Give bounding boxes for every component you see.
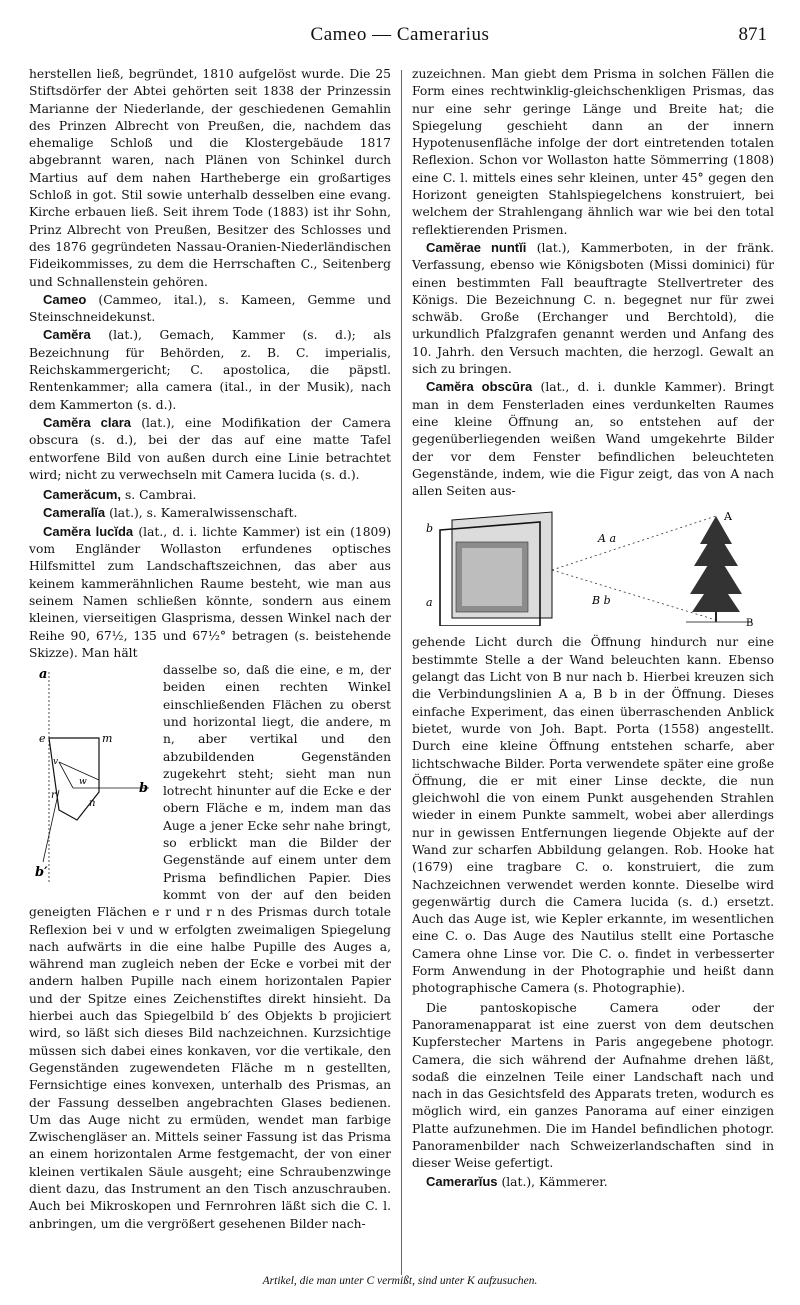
fig-label-v: v — [53, 757, 59, 768]
prism-sketch — [29, 662, 157, 894]
running-header — [25, 24, 775, 54]
fig-label-b-prime: b′ — [35, 865, 48, 881]
headword-camera-obscura: Camĕra obscūra — [426, 379, 533, 395]
lucida-end-paragraph: zuzeichnen. Man giebt dem Prisma in solchen Fällen die Form eines rechtwinklig-gleichschenkligen Prismas, das nur eine sehr geringe Länge und Breite hat; die Spiegelung geschieht dann an der innern Hypotenusenfläche infolge der dort eintretenden totalen Reflexion. Schon vor Wollaston hatte Sömmerring (1808) eine C. l. mittels eines sehr kleinen, unter 45° gegen den Horizont geneigten Stahlspiegelchens konstruiert, bei welchem der Strahlengang ähnlich war wie bei den total reflektierenden Prismen. — [412, 67, 774, 237]
fig-label-r: r — [51, 790, 56, 802]
intro-paragraph: herstellen ließ, begründet, 1810 aufgelöst wurde. Die 25 Stiftsdörfer der Abtei gehörten seit 1838 der Prinzessin Marianne der Niederlande, der geschiedenen Gemahlin des Prinzen Albrecht von Preußen, die, nachdem das ehemalige Schloß und die Klostergebäude 1817 abgebrannt waren, nach Plänen von Schinkel durch Martius auf dem nahen Hartheberge ein großartiges Schloß in got. Stil sowie unterhalb desselben eine evang. Kirche erbauen ließ. Seit ihrem Tode (1883) ist ihr Sohn, Prinz Albrecht von Preußen, Besitzer des Schlosses und des 1876 gegründeten Nassau-Oranien-Niederländischen Fideikommisses, zu dem die Herrschaften C., Seitenberg und Schnallenstein gehören. — [29, 67, 391, 289]
fig-label-A: A — [724, 510, 732, 524]
fig-label-e: e — [39, 732, 46, 746]
fig-label-n: n — [89, 798, 96, 810]
headword-camera-lucida: Camĕra lucĭda — [43, 523, 134, 539]
column-divider — [401, 70, 402, 1275]
headword-cameo: Cameo — [43, 291, 87, 307]
headword-cameracum: Camerăcum, — [43, 487, 122, 503]
fig-label-w: w — [79, 777, 87, 788]
fig-label-a-small: a — [426, 596, 433, 610]
entry-cameo — [29, 291, 391, 327]
ray-2 — [59, 762, 73, 788]
entry-camerae-nuntii-body: (lat.), Kammerboten, in der fränk. Verfassung, ebenso wie Königsboten (Missi dominici) für einen bestimmten Fall beauftragte Stellvertreter des Königs. Die Bezeichnung C. n. begegnet nur für zwei schwäb. Große (Erchanger und Berchtold), die urkundlich Pfalzgrafen genannt werden und Anfang des 10. Jahrh. den Versuch machten, die herzogl. Gewalt an sich zu bringen. — [412, 240, 774, 377]
lucida-figure-wrap — [29, 662, 391, 1233]
entry-camera-lucida-body: (lat., d. i. lichte Kammer) ist ein (1809) vom Engländer Wollaston erfundenes optisches Hilfsmittel zum Landschaftszeichnen, das aber aus keinem kammerähnlichen Raume besteht, wie man aus seinem Namen schließen könnte, sondern aus einem kleinen, vierseitigen Glasprisma, dessen Winkel nach der Reihe 90, 67½, 135 und 67½° betragen (s. beistehende Skizze). Man hält — [29, 524, 391, 660]
ray-Bb — [552, 570, 716, 620]
ray-Aa — [552, 516, 716, 570]
camera-obscura-figure — [412, 508, 774, 626]
entry-camera-clara-body: (lat.), eine Modifikation der Camera obscura (s. d.), bei der das auf eine matte Tafel entworfene Bild von außen durch eine Linie betrachtet wird; nicht zu verwechseln mit Camera lucida (s. d.). — [29, 415, 391, 482]
page-title: Cameo — Camerarius — [310, 24, 490, 45]
entry-cameo-body: (Cammeo, ital.), s. Kameen, Gemme und Steinschneidekunst. — [29, 292, 391, 325]
page-number: 871 — [738, 24, 767, 45]
camera-lucida-prism-diagram — [29, 662, 157, 894]
headword-camerae-nuntii: Camĕrae nuntĭi — [426, 239, 527, 255]
footer-note: Artikel, die man unter C vermißt, sind unter K aufzusuchen. — [262, 1275, 538, 1287]
entry-cameralia — [29, 504, 391, 522]
headword-cameralia: Cameralĭa — [43, 505, 106, 521]
entry-cameracum-body: s. Cambrai. — [121, 488, 197, 503]
obscura-sketch — [412, 508, 774, 626]
fig-label-Aa: A a — [598, 532, 616, 546]
headword-camerarius: Camerarĭus — [426, 1173, 498, 1189]
entry-camera-obscura — [412, 378, 774, 500]
entry-camerae-nuntii — [412, 239, 774, 378]
fig-label-Bb: B b — [592, 594, 611, 608]
headword-camera-clara: Camĕra clara — [43, 414, 131, 430]
entry-camerarius-body: (lat.), Kämmerer. — [497, 1174, 608, 1189]
pantoskopische-paragraph: Die pantoskopische Camera oder der Panoramenapparat ist eine zuerst von dem deutschen Kupferstecher Martens in Paris angegebene photogr. Camera, die sich während der Aufnahme drehen läßt, sodaß die einzelnen Teile einer Landschaft nach und nach in das Gesichtsfeld des Apparats treten, wodurch es möglich wird, ein ganzes Panorama auf einer einzigen Platte aufzunehmen. Die im Handel befindlichen photogr. Panoramenbilder nach Schweizerlandschaften sind in dieser Weise gefertigt. — [412, 1000, 774, 1171]
entry-camera — [29, 326, 391, 413]
left-column — [29, 66, 391, 1233]
entry-camerarius — [412, 1173, 774, 1191]
entry-cameracum — [29, 486, 391, 504]
entry-camera-lucida — [29, 523, 391, 662]
fig-label-m: m — [102, 732, 113, 746]
entry-camera-clara — [29, 414, 391, 484]
entry-camera-body: (lat.), Gemach, Kammer (s. d.); als Bezeichnung für Behörden, z. B. C. imperialis, Reichskammergericht; C. apostolica, die päpstl. Rentenkammer; alla camera (ital., in der Musik), nach dem Kammerton (s. d.). — [29, 328, 391, 412]
entry-cameralia-body: (lat.), s. Kameralwissenschaft. — [105, 506, 298, 521]
fig-label-B: B — [746, 618, 754, 627]
box-wall — [462, 548, 522, 606]
fig-label-b: b — [139, 781, 149, 797]
right-column — [412, 66, 774, 1191]
lucida-continuation: dasselbe so, daß die eine, e m, der beiden einen rechten Winkel einschließenden Flächen zu oberst und horizontal liegt, die andere, m n, aber vertikal und den abzubildenden Gegenständen zugekehrt steht; sieht man nun lotrecht hinunter auf die Ecke e der obern Fläche e m, indem man das Auge a jener Ecke sehr nahe bringt, so erblickt man die Bilder der Gegenstände auf einem unter dem Prisma befindlichen Papier. Dies kommt von der auf den beiden geneigten Flächen e r und r n des Prismas durch totale Reflexion bei v und w erfolgten zweimaligen Spiegelung nach aufwärts in die eine halbe Pupille des Auges a, während man zugleich neben der Ecke e vorbei mit der andern halben Pupille nach einem horizontalen Papier und der Spitze eines Zeichenstiftes direkt hinsieht. Da hierbei auch das Spiegelbild b′ des Objekts b projiciert wird, so läßt sich dieses Bild nachzeichnen. Kurzsichtige müssen sich dabei eines konkaven, vor die vertikale, den Gegenständen zugewendeten Fläche m n gestellten, Fernsichtige eines konvexen, unterhalb des Prismas, an der Fassung desselben angebrachten Glases bedienen. Um das Auge nicht zu ermüden, wendet man farbige Zwischengläser an. Mittels seiner Fassung ist das Prisma an einem horizontalen Arme festgemacht, der von einer kleinen vertikalen Säule ausgeht; eine Schraubenzwinge dient dazu, das Instrument an den Tisch anzuschrauben. Auch bei Mikroskopen und Fernrohren läßt sich die C. l. anbringen, um die vergrößert gesehenen Bilder nach- — [29, 663, 391, 1231]
entry-camera-obscura-body: (lat., d. i. dunkle Kammer). Bringt man in dem Fensterladen eines verdunkelten Raumes eine kleine Öffnung an, so entstehen auf der gegenüberliegenden weißen Wand umgekehrte Bilder der vor dem Fenster befindlichen beleuchteten Gegenstände, indem, wie die Figur zeigt, das von A nach allen Seiten aus- — [412, 380, 774, 499]
fig-label-b-small: b — [426, 522, 434, 536]
fig-label-a: a — [39, 667, 48, 683]
obscura-continuation: gehende Licht durch die Öffnung hindurch nur eine bestimmte Stelle a der Wand beleuchten kann. Ebenso gelangt das Licht von B nur nach b. Hierbei kreuzen sich die Verbindungslinien A a, B b in der Öffnung. Dieses einfache Experiment, das einen überraschenden Anblick bietet, wurde von Joh. Bapt. Porta (1558) angestellt. Durch eine kleine Öffnung entstehen scharfe, aber lichtschwache Bilder. Porta verwendete später eine große Öffnung, die er mit einer Linse deckte, die nun gleichwohl die von einem Punkt ausgehenden Strahlen wieder in einem Punkte sammelt, wobei aber allerdings nur in gewissen Entfernungen liegende Objekte auf der Wand zur scharfen Abbildung gelangen. Rob. Hooke hat (1679) eine tragbare C. o. konstruiert, die zum Nachzeichnen verwendet werden konnte. Dieselbe wird gegenwärtig durch die Camera lucida (s. d.) ersetzt. Auch das Auge ist, wie Kepler erkannte, im wesentlichen eine C. o. Das Auge des Nautilus stellt eine Portasche Camera ohne Linse vor. Die C. o. findet in verbesserter Form Anwendung in der Photographie und heißt dann photographische Camera (s. Photographie). — [412, 635, 774, 996]
headword-camera: Camĕra — [43, 327, 91, 343]
